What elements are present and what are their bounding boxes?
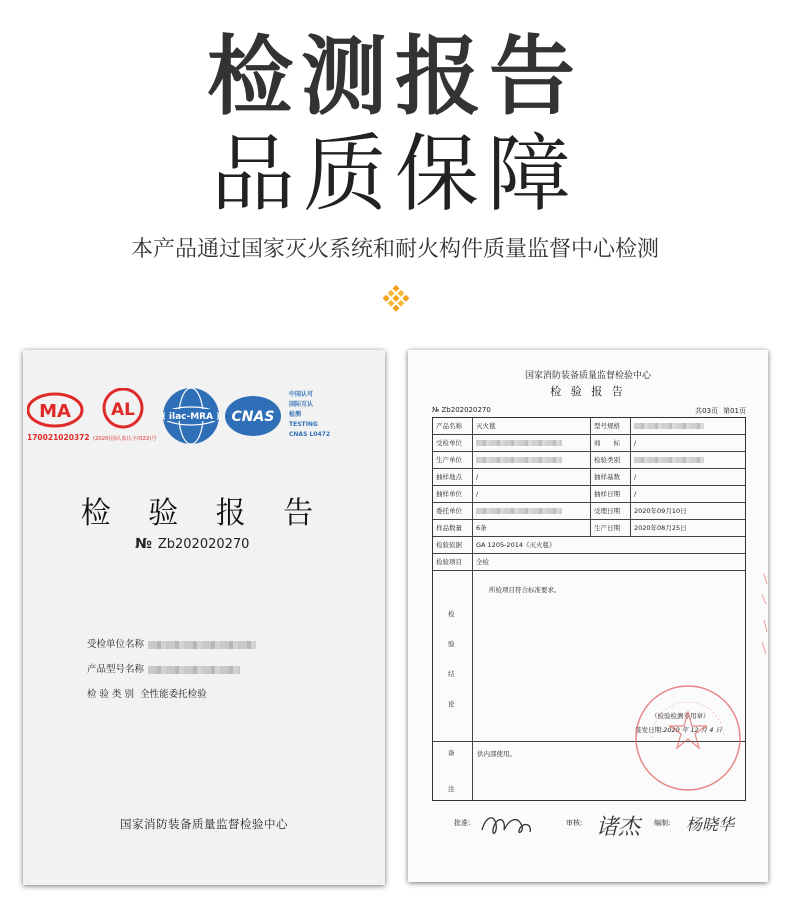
inspection-seal-icon bbox=[632, 682, 744, 794]
approver-signature bbox=[482, 818, 530, 834]
sign-date: 签发日期:2020 年 12 月 4 日 bbox=[635, 726, 722, 734]
cover-field-product-model: 产品型号名称 bbox=[87, 661, 240, 675]
redacted-value bbox=[148, 641, 256, 649]
compiler-signature: 杨晓华 bbox=[686, 815, 735, 834]
redacted-value bbox=[634, 457, 704, 463]
table-row: 抽样单位 / 抽样日期 / bbox=[433, 486, 745, 503]
page-title: 检测报告 bbox=[207, 27, 583, 127]
report-pages: 共03页 第01页 bbox=[695, 407, 746, 415]
diamond-dots-icon bbox=[380, 283, 412, 315]
stamp-note: （检验检测专用章） bbox=[651, 712, 710, 720]
report-title: 检 验 报 告 bbox=[550, 385, 626, 398]
seal-edge-marks bbox=[758, 570, 770, 660]
redacted-value bbox=[476, 440, 562, 446]
page-description: 本产品通过国家灭火系统和耐火构件质量监督中心检测 bbox=[130, 237, 659, 262]
remarks-text: 供内部使用。 bbox=[477, 750, 516, 758]
cma-code: 170021020372 bbox=[27, 433, 90, 442]
table-row-items: 检验项目 全检 bbox=[433, 554, 745, 571]
svg-text:CNAS L0472: CNAS L0472 bbox=[289, 431, 331, 438]
cal-logo-icon bbox=[93, 389, 157, 442]
table-row-basis: 检验依据 GA 1205-2014《灭火毯》 bbox=[433, 537, 745, 554]
redacted-value bbox=[476, 457, 562, 463]
svg-text:CNAS: CNAS bbox=[231, 409, 275, 425]
certificate-cover bbox=[23, 350, 385, 885]
cma-logo-icon bbox=[27, 394, 90, 442]
svg-text:中国认可: 中国认可 bbox=[289, 391, 314, 398]
table-row: 产品名称 灭火毯 型号规格 bbox=[433, 418, 745, 435]
table-row: 受检单位 商 标 / bbox=[433, 435, 745, 452]
redacted-value bbox=[634, 423, 704, 429]
reviewer-signature: 诸杰 bbox=[596, 815, 641, 840]
page-subtitle: 品质保障 bbox=[210, 125, 579, 223]
remarks-section: 备 注 供内部使用。 bbox=[433, 742, 745, 800]
certification-logos bbox=[27, 388, 383, 454]
svg-text:MA: MA bbox=[39, 401, 71, 422]
cover-footer-org: 国家消防装备质量监督检验中心 bbox=[120, 817, 288, 831]
redacted-value bbox=[148, 666, 240, 674]
ilac-mra-logo-icon bbox=[163, 388, 219, 444]
report-org: 国家消防装备质量监督检验中心 bbox=[524, 371, 651, 381]
svg-text:检测: 检测 bbox=[289, 411, 302, 418]
cover-field-inspected-unit: 受检单位名称 bbox=[87, 636, 256, 650]
redacted-value bbox=[476, 508, 562, 514]
svg-text:国际互认: 国际互认 bbox=[289, 401, 314, 408]
svg-text:ilac-MRA: ilac-MRA bbox=[168, 412, 214, 422]
conclusion-text: 所检项目符合标准要求。 bbox=[489, 586, 561, 594]
conclusion-section: 检 验 结 论 所检项目符合标准要求。 （检验检测专用章） 签发日期:2020 年 12 月 4 日 bbox=[433, 571, 745, 742]
signatures bbox=[460, 808, 760, 844]
cover-title: 检 验 报 告 bbox=[80, 496, 328, 531]
cover-field-inspection-type: 检 验 类 别 全性能委托检验 bbox=[87, 689, 207, 700]
cal-code: (2020)国认监认字(022)号 bbox=[93, 436, 157, 442]
table-row: 生产单位 检验类别 bbox=[433, 452, 745, 469]
svg-text:AL: AL bbox=[111, 400, 135, 420]
svg-text:TESTING: TESTING bbox=[289, 421, 318, 428]
compile-label: 编制: bbox=[654, 819, 671, 827]
table-row: 抽样地点 / 抽样基数 / bbox=[433, 469, 745, 486]
table-row: 样品数量 6条 生产日期 2020年08月25日 bbox=[433, 520, 745, 537]
approve-label: 批准: bbox=[454, 819, 471, 827]
report-number: № Zb202020270 bbox=[432, 406, 491, 414]
review-label: 审核: bbox=[566, 819, 583, 827]
cnas-logo-icon bbox=[225, 390, 330, 438]
inspection-report-page bbox=[408, 350, 768, 882]
cover-report-number: № Zb202020270 bbox=[135, 536, 250, 552]
table-row: 委托单位 受理日期 2020年09月10日 bbox=[433, 503, 745, 520]
